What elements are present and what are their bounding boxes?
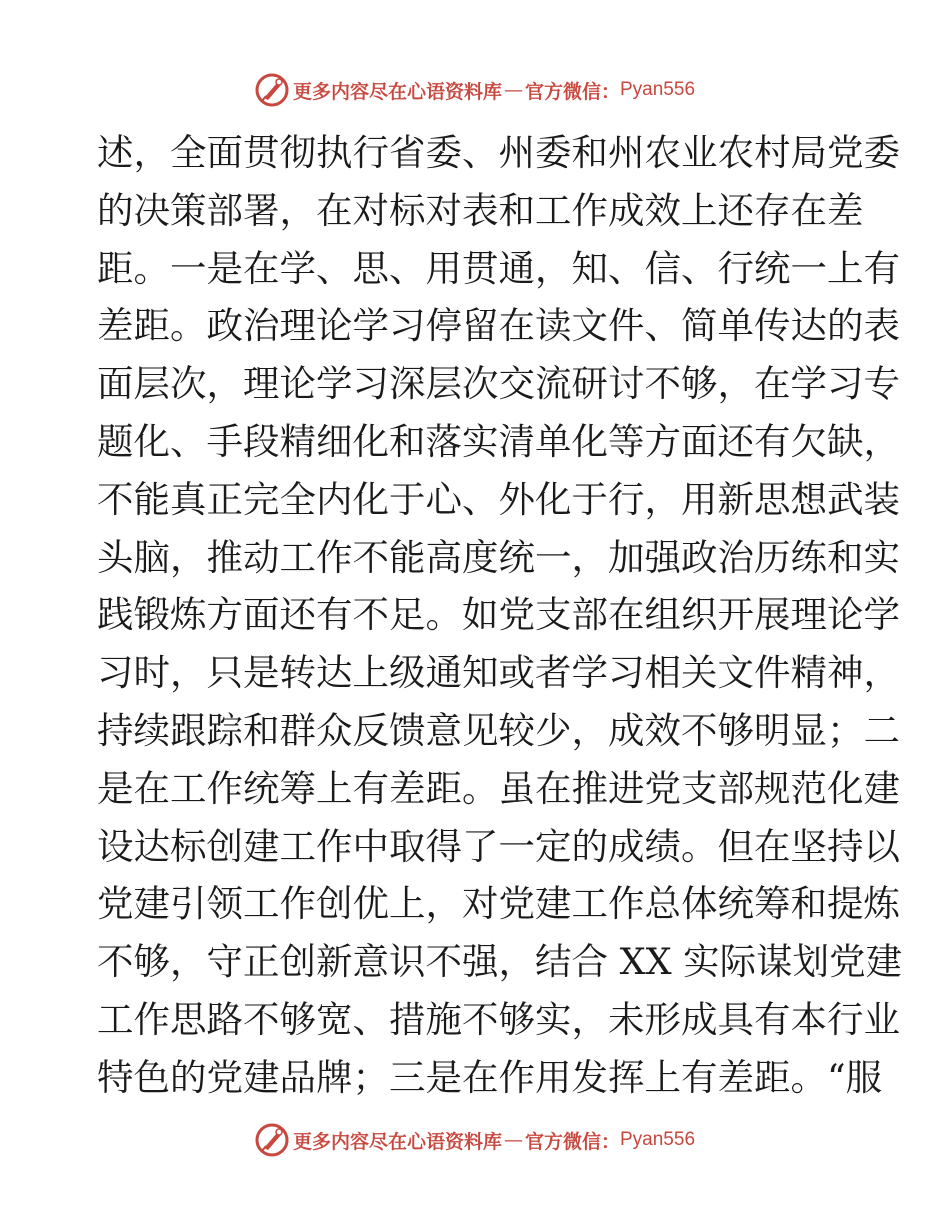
body-line-9: 践锻炼方面还有不足。如党支部在组织开展理论学 bbox=[97, 593, 900, 637]
header-banner-account-label: 官方微信： bbox=[524, 80, 620, 103]
footer-banner-text bbox=[293, 1127, 695, 1154]
body-line-2: 的决策部署，在对标对表和工作成效上还存在差 bbox=[97, 188, 864, 232]
body-line-13: 设达标创建工作中取得了一定的成绩。但在坚持以 bbox=[97, 824, 900, 868]
quill-pen-logo-icon bbox=[255, 73, 289, 107]
body-line-15: 不够，守正创新意识不强，结合 XX 实际谋划党建 bbox=[97, 940, 903, 984]
body-line-5: 面层次，理论学习深层次交流研讨不够，在学习专 bbox=[97, 362, 900, 406]
header-banner-dash: — bbox=[503, 79, 523, 101]
body-line-8: 头脑，推动工作不能高度统一，加强政治历练和实 bbox=[97, 535, 900, 579]
body-line-3: 距。一是在学、思、用贯通，知、信、行统一上有 bbox=[97, 246, 900, 290]
quill-pen-logo-icon bbox=[255, 1123, 289, 1157]
body-line-14: 党建引领工作创优上，对党建工作总体统筹和提炼 bbox=[97, 882, 900, 926]
footer-banner-account-id: Pyan556 bbox=[620, 1129, 696, 1150]
footer-banner bbox=[0, 1120, 950, 1160]
header-banner-account-id: Pyan556 bbox=[620, 79, 696, 100]
body-line-4: 差距。政治理论学习停留在读文件、简单传达的表 bbox=[97, 304, 900, 348]
footer-banner-dash: — bbox=[503, 1129, 523, 1151]
body-line-16: 工作思路不够宽、措施不够实，未形成具有本行业 bbox=[97, 997, 900, 1041]
body-line-6: 题化、手段精细化和落实清单化等方面还有欠缺， bbox=[97, 419, 900, 463]
body-line-12: 是在工作统筹上有差距。虽在推进党支部规范化建 bbox=[97, 766, 900, 810]
footer-banner-main: 更多内容尽在心语资料库 bbox=[292, 1130, 502, 1153]
header-banner-text bbox=[293, 77, 695, 104]
header-banner bbox=[0, 70, 950, 110]
header-banner-main: 更多内容尽在心语资料库 bbox=[292, 80, 502, 103]
body-line-1: 述，全面贯彻执行省委、州委和州农业农村局党委 bbox=[97, 131, 900, 174]
body-line-7: 不能真正完全内化于心、外化于行，用新思想武装 bbox=[97, 477, 900, 521]
body-line-10: 习时，只是转达上级通知或者学习相关文件精神， bbox=[97, 651, 900, 695]
body-text bbox=[97, 124, 903, 1107]
body-line-17: 特色的党建品牌；三是在作用发挥上有差距。“服 bbox=[97, 1055, 883, 1099]
footer-banner-account-label: 官方微信： bbox=[524, 1130, 620, 1153]
body-line-11: 持续跟踪和群众反馈意见较少，成效不够明显；二 bbox=[97, 708, 900, 752]
